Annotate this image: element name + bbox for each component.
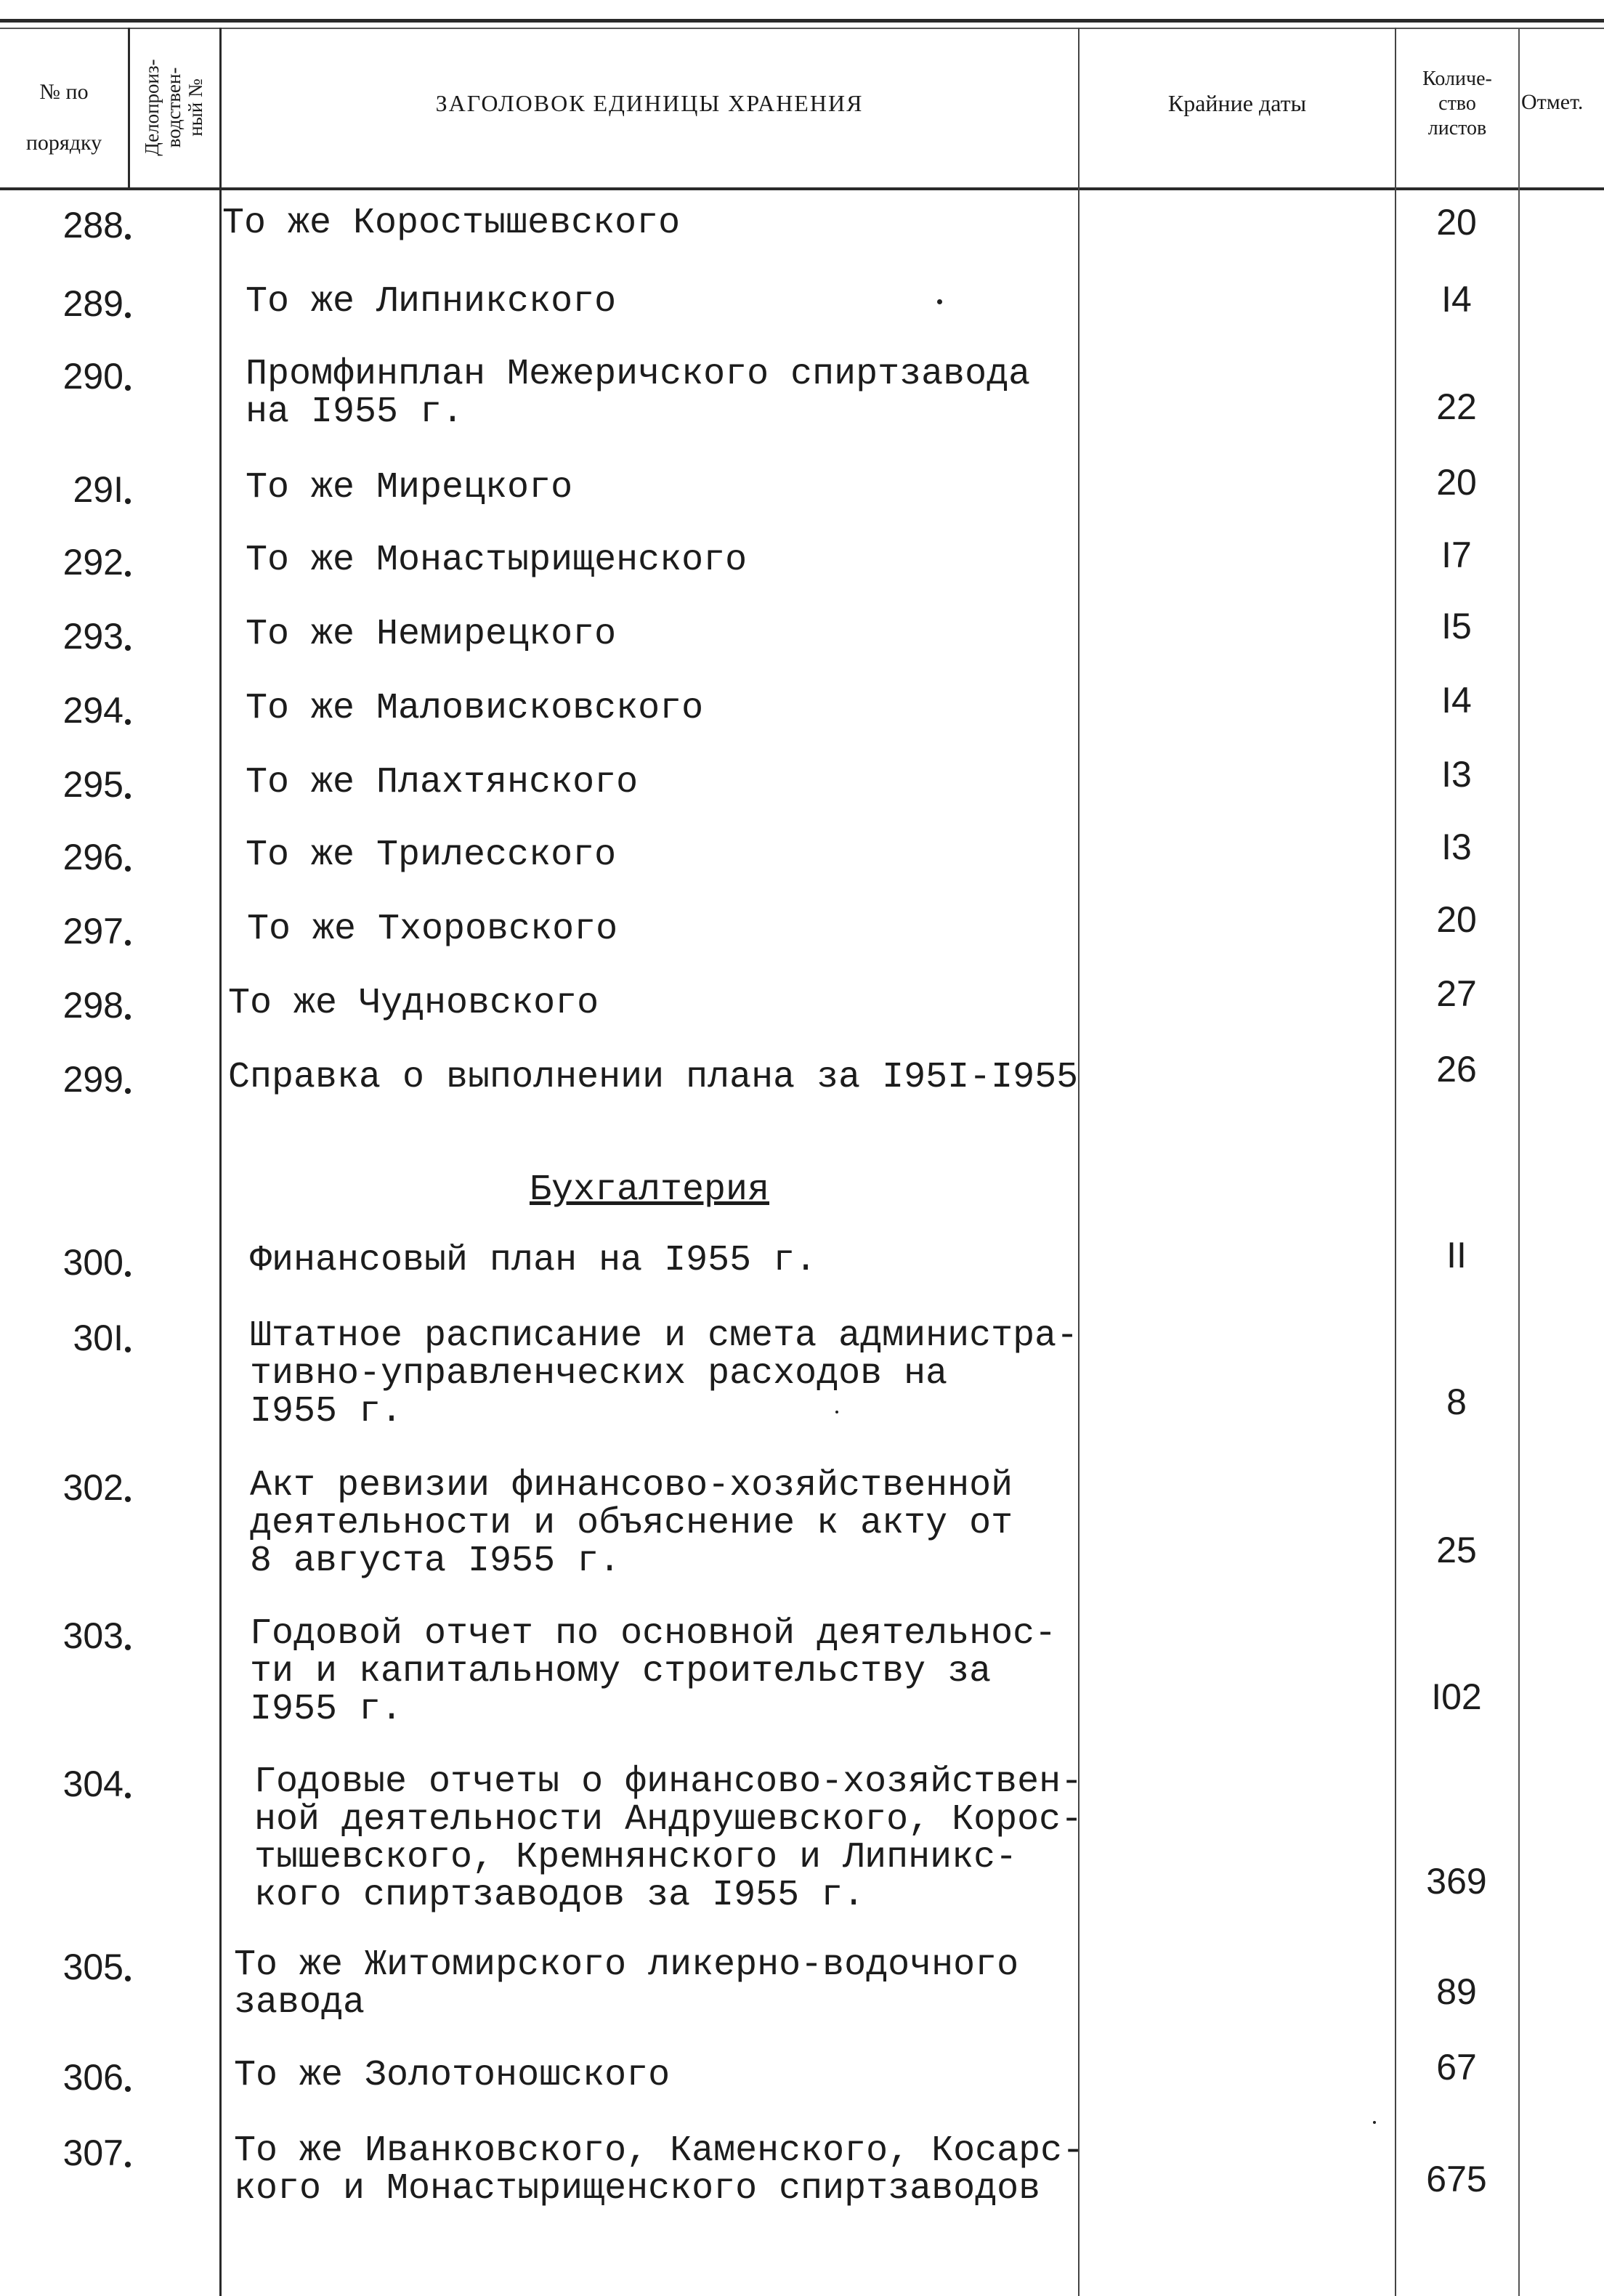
- row-title: Акт ревизии финансово-хозяйственной деятельности и объяснение к акту от 8 августа I955 г.: [250, 1465, 1013, 1582]
- row-number: 307: [15, 2133, 123, 2173]
- row-number: 299: [15, 1059, 123, 1100]
- row-title: Финансовый план на I955 г.: [250, 1240, 817, 1281]
- row-count: I3: [1441, 827, 1472, 867]
- row-count: 67: [1436, 2047, 1477, 2088]
- top-rule: [0, 19, 1604, 23]
- section-title: Бухгалтерия: [529, 1169, 770, 1211]
- header-note: Отмет.: [1521, 90, 1584, 114]
- row-title: То же Золотоношского: [234, 2055, 671, 2096]
- scan-speck: [835, 1411, 838, 1413]
- row-count: 26: [1436, 1049, 1477, 1090]
- row-number: 292: [15, 542, 123, 583]
- row-title: Штатное расписание и смета администра- тивно-управленческих расходов на I955 г.: [250, 1315, 1079, 1432]
- row-title: То же Тхоровского: [247, 909, 618, 950]
- row-number: 297: [15, 911, 123, 952]
- row-count: 20: [1436, 899, 1477, 940]
- row-count: I7: [1441, 535, 1472, 575]
- row-number: 295: [15, 764, 123, 805]
- header-count: Количе- ство листов: [1422, 68, 1492, 139]
- row-title: То же Трилесского: [246, 835, 617, 876]
- row-title: То же Маловисковского: [246, 688, 704, 729]
- column-divider: [219, 28, 222, 2296]
- scan-speck: [1373, 2121, 1376, 2124]
- scan-speck: [937, 299, 942, 304]
- row-number: 294: [15, 690, 123, 731]
- row-number: 29I: [15, 469, 123, 510]
- row-count: 22: [1436, 386, 1477, 427]
- row-title: Годовой отчет по основной деятельнос- ти и капитальному строительству за I955 г.: [250, 1613, 1057, 1730]
- row-number: 303: [15, 1615, 123, 1656]
- row-count: I02: [1431, 1676, 1482, 1717]
- row-count: 20: [1436, 462, 1477, 503]
- header-bottom-rule: [0, 187, 1604, 190]
- column-divider: [1395, 28, 1396, 2296]
- row-count: 675: [1426, 2159, 1487, 2199]
- header-title: ЗАГОЛОВОК ЕДИНИЦЫ ХРАНЕНИЯ: [435, 90, 864, 116]
- header-num: № по порядку: [25, 80, 102, 155]
- header-delo-label: Делопроиз- водствен- ный №: [141, 59, 206, 156]
- row-title: То же Плахтянского: [246, 762, 639, 803]
- row-count: 20: [1436, 202, 1477, 243]
- row-title: Годовые отчеты о финансово-хозяйствен- ной деятельности Андрушевского, Корос- тышевского, Кремнянского и Липникс- кого спиртзаводов за I955 г.: [254, 1761, 1083, 1916]
- row-number: 298: [15, 985, 123, 1026]
- row-count: 25: [1436, 1530, 1477, 1570]
- row-number: 306: [15, 2057, 123, 2098]
- row-number: 305: [15, 1947, 123, 1987]
- row-count: 89: [1436, 1971, 1477, 2012]
- row-number: 293: [15, 616, 123, 657]
- row-count: I4: [1441, 680, 1472, 721]
- row-title: То же Монастырищенского: [246, 540, 748, 581]
- row-number: 30I: [15, 1318, 123, 1358]
- row-number: 302: [15, 1467, 123, 1508]
- row-title: То же Коростышевского: [222, 203, 681, 244]
- row-title: То же Иванковского, Каменского, Косарс- кого и Монастырищенского спиртзаводов: [234, 2130, 1085, 2210]
- row-number: 300: [15, 1242, 123, 1283]
- column-divider: [1518, 28, 1520, 2296]
- row-title: То же Житомирского ликерно-водочного завода: [234, 1944, 1019, 2024]
- row-title: То же Немирецкого: [246, 614, 617, 655]
- row-count: 27: [1436, 973, 1477, 1014]
- row-count: I5: [1441, 606, 1472, 646]
- row-title: Справка о выполнении плана за I95I-I955: [228, 1057, 1079, 1098]
- top-rule-thin: [0, 28, 1604, 29]
- row-title: То же Чудновского: [228, 983, 599, 1024]
- row-number: 290: [15, 356, 123, 397]
- row-count: 8: [1446, 1382, 1467, 1422]
- row-count: I3: [1441, 754, 1472, 795]
- row-title: То же Мирецкого: [246, 467, 573, 508]
- row-count: 369: [1426, 1861, 1487, 1902]
- row-number: 304: [15, 1764, 123, 1804]
- column-divider: [1078, 28, 1080, 2296]
- row-count: II: [1446, 1235, 1467, 1275]
- row-title: То же Липникского: [246, 281, 617, 323]
- row-number: 289: [15, 283, 123, 324]
- row-title: Промфинплан Межеричского спиртзавода на I955 г.: [246, 354, 1031, 433]
- row-number: 288: [15, 205, 123, 246]
- header-delo: [128, 35, 219, 180]
- header-dates: Крайние даты: [1167, 90, 1307, 116]
- row-count: I4: [1441, 279, 1472, 320]
- row-number: 296: [15, 837, 123, 877]
